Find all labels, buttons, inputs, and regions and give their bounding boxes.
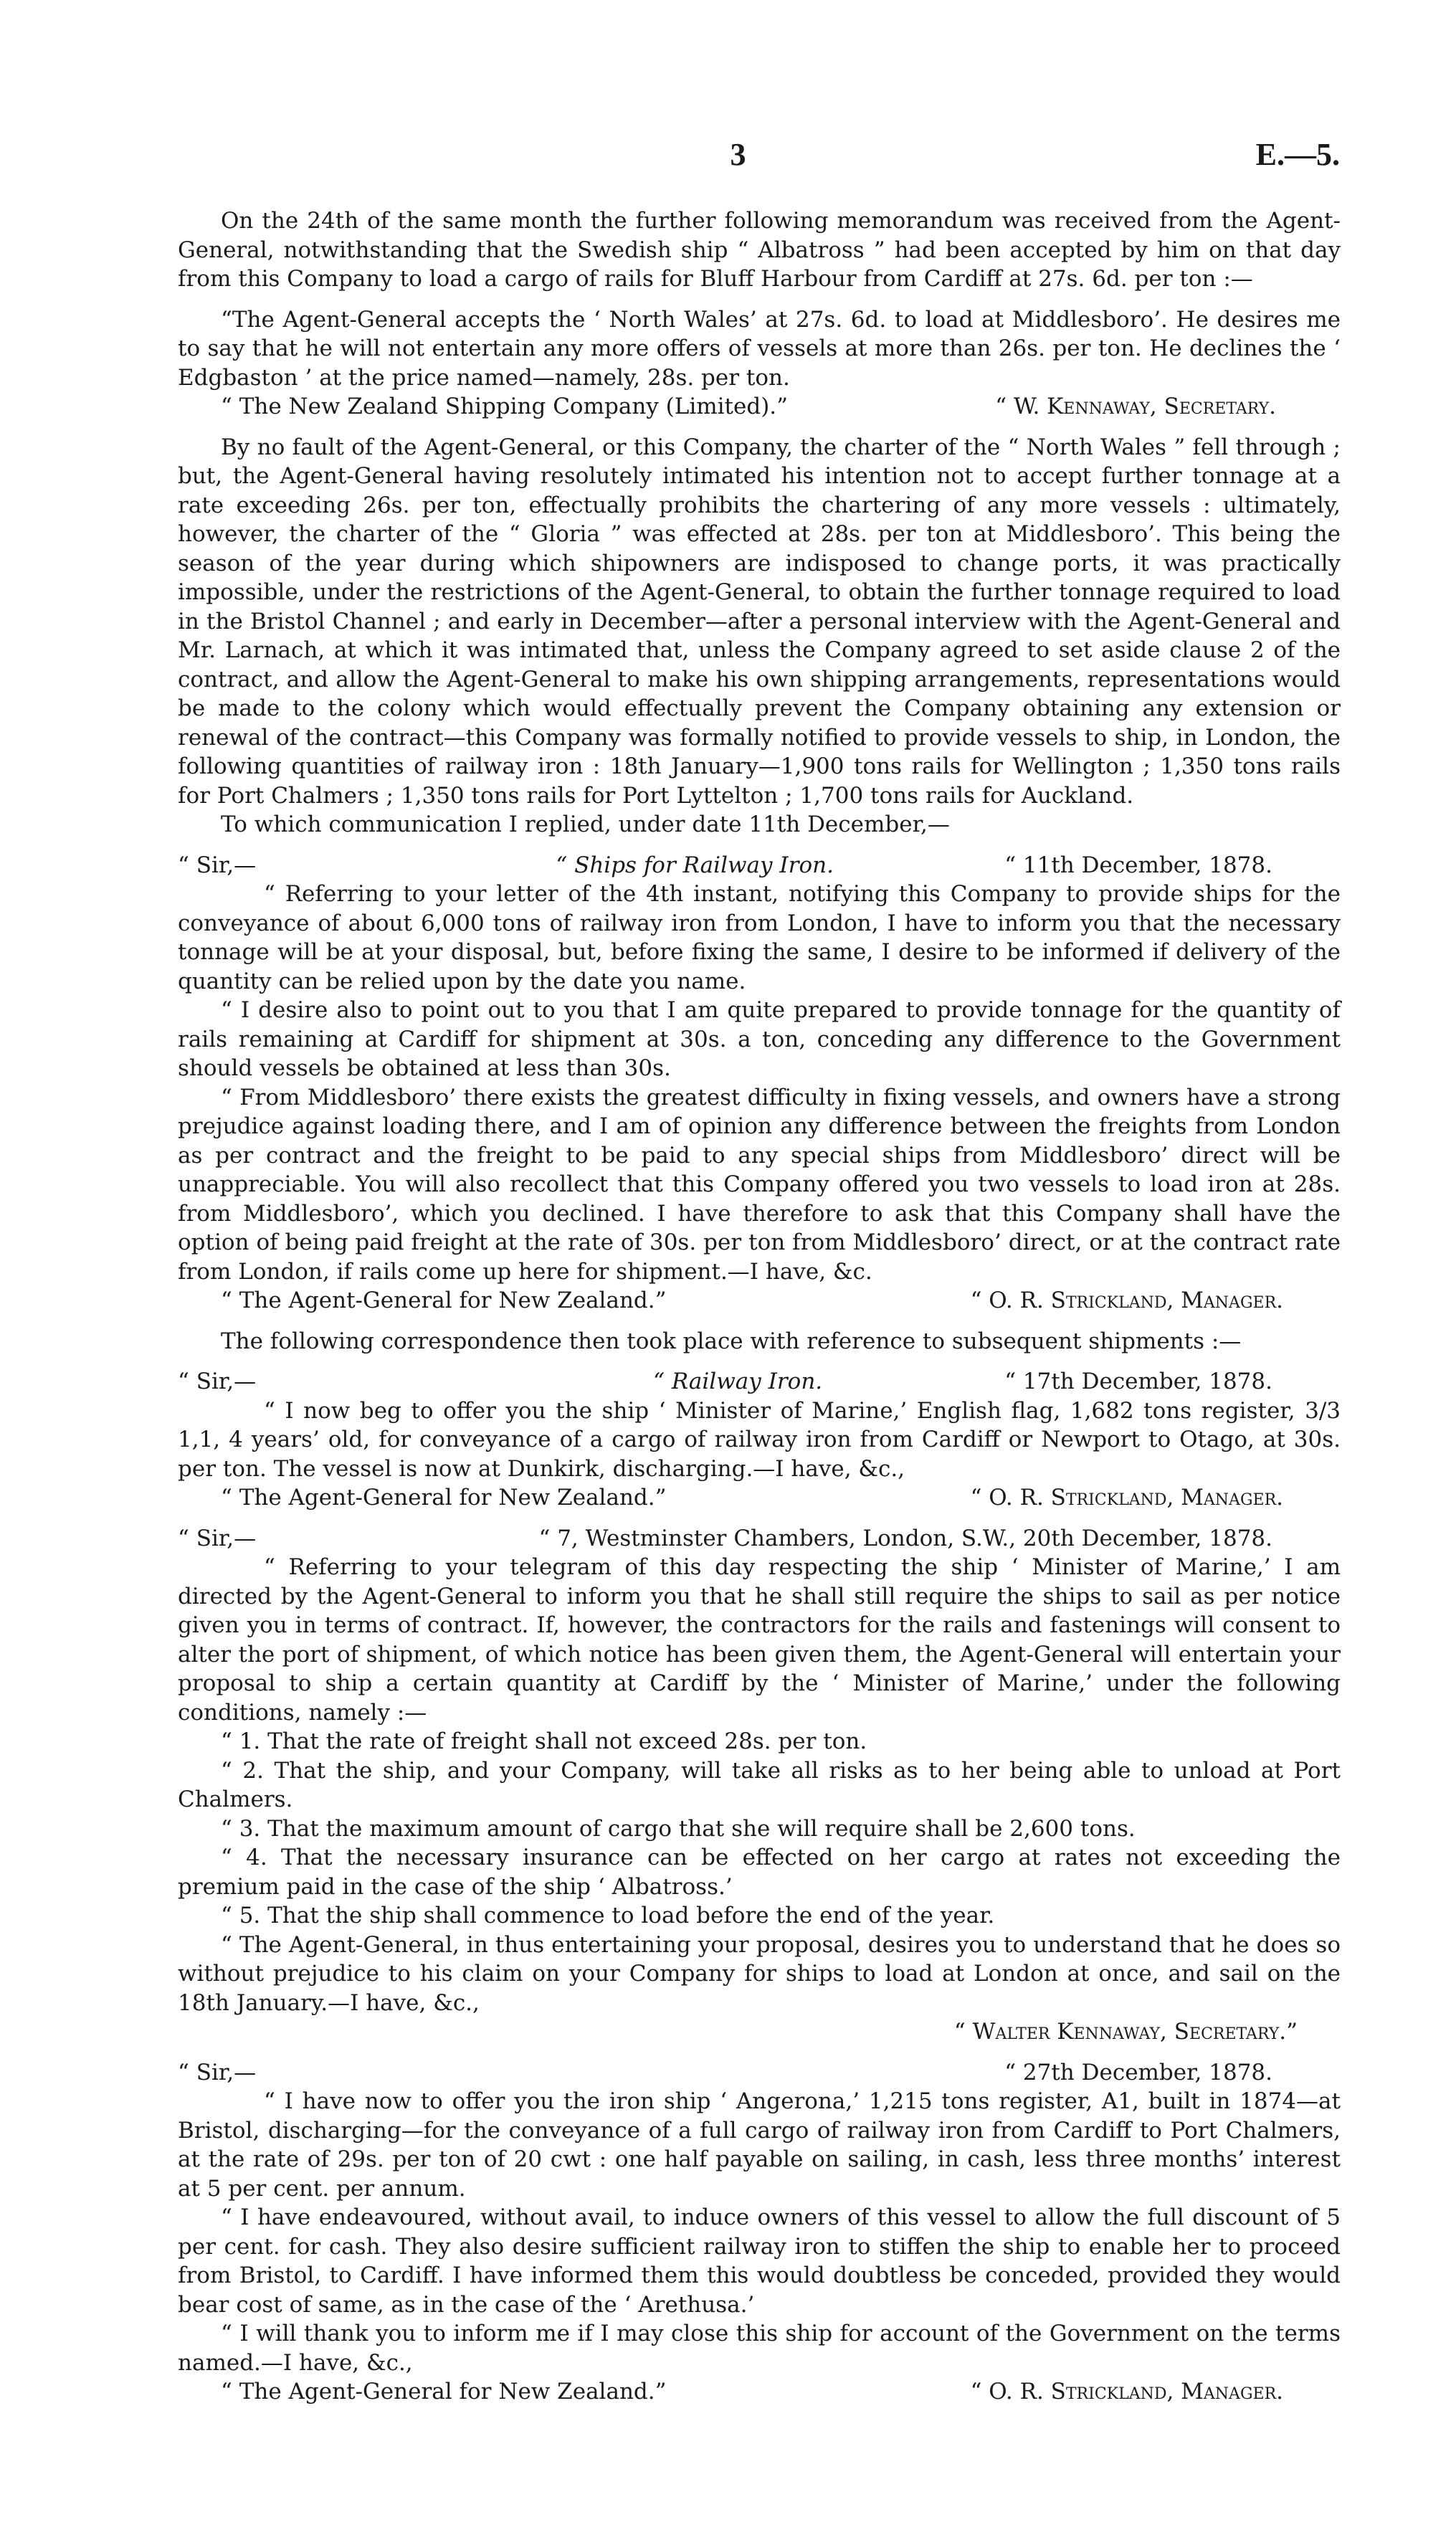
letter2-date: “ 17th December, 1878. (1004, 1369, 1272, 1394)
letter1-signature: “ O. R. Strickland, Manager. (970, 1288, 1283, 1313)
letter3-condition-2: “ 2. That the ship, and your Company, will take all risks as to her being able to unload at Port Chalmers. (178, 1757, 1341, 1812)
letter4-signature: “ O. R. Strickland, Manager. (970, 2379, 1283, 2405)
letter4-paragraph-1: “ I have now to offer you the iron ship ‘ Angerona,’ 1,215 tons register, A1, built in 1874—at Bristol, discharging—for the conveyance of a full cargo of railway iron from Cardiff to Port Chalmers, at the rate of 29s. per ton of 20 cwt : one half payable on sailing, in cash, less three months’ interest at 5 per cent. per annum. (178, 2088, 1341, 2202)
letter1-paragraph-3: “ From Middlesboro’ there exists the greatest difficulty in fixing vessels, and owners have a strong prejudice against loading there, and I am of opinion any difference between the freights from London as per contract and the freight to be paid to any special ships from Middlesboro’ direct will be unappreciable. You will also recollect that this Company offered you two vessels to load iron at 28s. from Middlesboro’, which you declined. I have therefore to ask that this Company shall have the option of being paid freight at the rate of 30s. per ton from Middlesboro’ direct, or at the contract rate from London, if rails come up here for shipment.—I have, &c. (178, 1084, 1341, 1285)
page-number: 3 (730, 137, 746, 172)
letter1-salutation: “ Sir,— (178, 852, 257, 878)
transition-paragraph: The following correspondence then took place with reference to subsequent shipments :— (221, 1328, 1242, 1354)
document-reference: E.—5. (1255, 137, 1340, 172)
intro-paragraph: On the 24th of the same month the further following memorandum was received from the Agent-General, notwithstanding that the Swedish ship “ Albatross ” had been accepted by him on that day from this Company to load a cargo of rails for Bluff Harbour from Cardiff at 27s. 6d. per ton :— (178, 208, 1341, 292)
letter2-subject: “ Railway Iron. (653, 1369, 823, 1394)
letter4-addressee: “ The Agent-General for New Zealand.” (221, 2379, 667, 2405)
letter3-condition-1: “ 1. That the rate of freight shall not exceed 28s. per ton. (221, 1728, 867, 1754)
letter1-date: “ 11th December, 1878. (1004, 852, 1272, 878)
letter3-closing (178, 2017, 1341, 2047)
letter2-closing (178, 1483, 1341, 1513)
narrative-paragraph: By no fault of the Agent-General, or this Company, the charter of the “ North Wales ” fell through ; but, the Agent-General having resolutely intimated his intention not to accept further tonnage at a rate exceeding 26s. per ton, effectually prohibits the chartering of any more vessels : ultimately, however, the charter of the “ Gloria ” was effected at 28s. per ton at Middlesboro’. This being the season of the year during which shipowners are indisposed to change ports, it was practically impossible, under the restrictions of the Agent-General, to obtain the further tonnage required to load in the Bristol Channel ; and early in December—after a personal interview with the Agent-General and Mr. Larnach, at which it was intimated that, unless the Company agreed to set aside clause 2 of the contract, and allow the Agent-General to make his own shipping arrangements, representations would be made to the colony which would effectually prevent the Company obtaining any extension or renewal of the contract—this Company was formally notified to provide vessels to ship, in London, the following quantities of railway iron : 18th January—1,900 tons rails for Wellington ; 1,350 tons rails for Port Chalmers ; 1,350 tons rails for Port Lyttelton ; 1,700 tons rails for Auckland. (178, 434, 1341, 809)
memo-paragraph: “The Agent-General accepts the ‘ North Wales’ at 27s. 6d. to load at Middlesboro’. He desires me to say that he will not entertain any more offers of vessels at more than 26s. per ton. He declines the ‘ Edgbaston ’ at the price named—namely, 28s. per ton. (178, 306, 1341, 391)
letter2-addressee: “ The Agent-General for New Zealand.” (221, 1485, 667, 1511)
memo-signature: “ W. Kennaway, Secretary. (995, 394, 1276, 419)
letter4-closing (178, 2377, 1341, 2407)
letter3-paragraph-2: “ The Agent-General, in thus entertaining your proposal, desires you to understand that he does so without prejudice to his claim on your Company for ships to load at London at once, and sail on the 18th January.—I have, &c., (178, 1931, 1341, 2016)
memo-addressee: “ The New Zealand Shipping Company (Limited).” (221, 394, 788, 419)
letter3-condition-3: “ 3. That the maximum amount of cargo that she will require shall be 2,600 tons. (221, 1815, 1136, 1842)
letter1-heading (178, 851, 1341, 880)
letter4-paragraph-2: “ I have endeavoured, without avail, to induce owners of this vessel to allow the full discount of 5 per cent. for cash. They also desire sufficient railway iron to stiffen the ship to enable her to proceed from Bristol, to Cardiff. I have informed them this would doubtless be conceded, provided they would bear cost of same, as in the case of the ‘ Arethusa.’ (178, 2204, 1341, 2318)
letter3-date: “ 7, Westminster Chambers, London, S.W., 20th December, 1878. (538, 1525, 1272, 1551)
letter3-salutation: “ Sir,— (178, 1525, 257, 1551)
memo-closing (178, 392, 1341, 422)
letter2-paragraph-1: “ I now beg to offer you the ship ‘ Minister of Marine,’ English flag, 1,682 tons register, 3/3 1,1, 4 years’ old, for conveyance of a cargo of railway iron from Cardiff or Newport to Otago, at 30s. per ton. The vessel is now at Dunkirk, discharging.—I have, &c., (178, 1397, 1341, 1482)
letter1-addressee: “ The Agent-General for New Zealand.” (221, 1288, 667, 1313)
letter3-heading (178, 1524, 1341, 1554)
letter1-closing (178, 1286, 1341, 1316)
letter1-paragraph-2: “ I desire also to point out to you that I am quite prepared to provide tonnage for the quantity of rails remaining at Cardiff for shipment at 30s. a ton, conceding any difference to the Government should vessels be obtained at less than 30s. (178, 997, 1341, 1081)
letter3-condition-4: “ 4. That the necessary insurance can be effected on her cargo at rates not exceeding the premium paid in the case of the ship ‘ Albatross.’ (178, 1845, 1341, 1900)
letter4-paragraph-3: “ I will thank you to inform me if I may close this ship for account of the Government on the terms named.—I have, &c., (178, 2321, 1341, 2376)
letter2-signature: “ O. R. Strickland, Manager. (970, 1485, 1283, 1511)
letter3-paragraph-1: “ Referring to your telegram of this day respecting the ship ‘ Minister of Marine,’ I am directed by the Agent-General to inform you that he shall still require the ships to sail as per notice given you in terms of contract. If, however, the contractors for the rails and fastenings will consent to alter the port of shipment, of which notice has been given them, the Agent-General will entertain your proposal to ship a certain quantity at Cardiff by the ‘ Minister of Marine,’ under the following conditions, namely :— (178, 1554, 1341, 1726)
letter2-salutation: “ Sir,— (178, 1369, 257, 1394)
letter2-heading (178, 1367, 1341, 1397)
letter1-subject: “ Ships for Railway Iron. (556, 852, 834, 878)
letter4-heading (178, 2058, 1341, 2088)
page-header (136, 137, 1340, 181)
reply-intro: To which communication I replied, under date 11th December,— (221, 812, 950, 837)
page-content (178, 206, 1341, 2407)
letter4-date: “ 27th December, 1878. (1004, 2059, 1272, 2085)
letter4-salutation: “ Sir,— (178, 2059, 257, 2085)
letter1-paragraph-1: “ Referring to your letter of the 4th instant, notifying this Company to provide ships for the conveyance of about 6,000 tons of railway iron from London, I have to inform you that the necessary tonnage will be at your disposal, but, before fixing the same, I desire to be informed if delivery of the quantity can be relied upon by the date you name. (178, 881, 1341, 994)
letter3-signature: “ Walter Kennaway, Secretary.” (953, 2019, 1298, 2045)
letter3-condition-5: “ 5. That the ship shall commence to load before the end of the year. (221, 1903, 995, 1928)
